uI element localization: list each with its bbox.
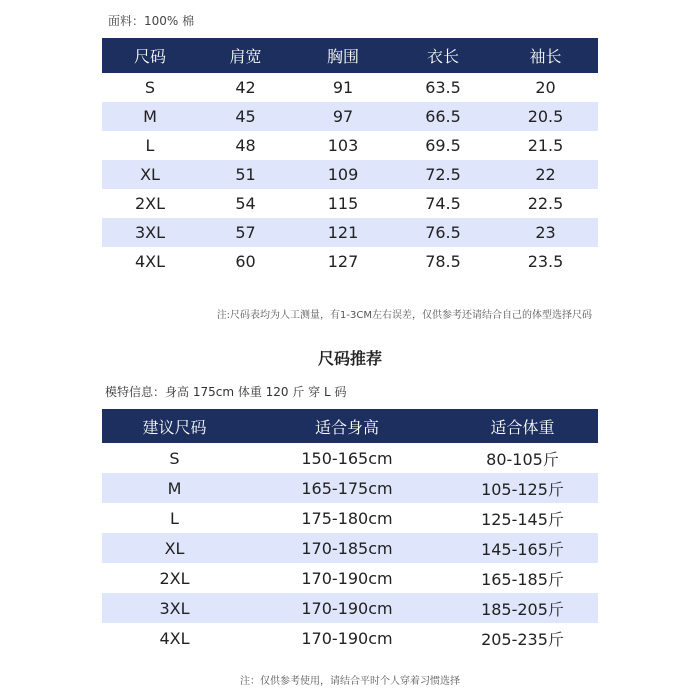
table-row	[102, 218, 598, 247]
measurement-note: 注:尺码表均为人工测量，有1-3CM左右误差，仅供参考还请结合自己的体型选择尺码	[216, 310, 592, 321]
header-length: 衣长	[393, 38, 493, 73]
header-shoulder: 肩宽	[198, 38, 293, 73]
table-row	[102, 533, 598, 563]
cell-shoulder: 51	[198, 160, 293, 189]
cell-sleeve: 22.5	[527, 194, 564, 213]
table-row	[102, 563, 598, 593]
cell-weight: 145-165斤	[447, 533, 598, 563]
cell-shoulder: 48	[235, 136, 256, 155]
cell-chest: 91	[332, 78, 354, 97]
cell-height: 150-165cm	[301, 448, 393, 468]
cell-sleeve: 22	[493, 160, 598, 189]
model-info: 模特信息：身高 175cm 体重 120 斤 穿 L 码	[105, 385, 347, 399]
cell-weight: 205-235斤	[481, 629, 564, 649]
cell-shoulder: 45	[198, 102, 293, 131]
cell-length: 66.5	[393, 102, 493, 131]
cell-size: L	[170, 508, 179, 528]
cell-shoulder: 57	[198, 218, 293, 247]
table-row	[102, 593, 598, 623]
table-row	[102, 131, 598, 160]
cell-size: S	[144, 78, 156, 97]
recommend-header-row	[102, 409, 598, 443]
cell-sleeve: 23	[493, 218, 598, 247]
cell-length: 72.5	[393, 160, 493, 189]
cell-size: 2XL	[159, 568, 190, 588]
header-sleeve: 袖长	[493, 38, 598, 73]
cell-height: 170-190cm	[247, 593, 447, 623]
cell-chest: 97	[293, 102, 393, 131]
table-row	[102, 160, 598, 189]
cell-shoulder: 42	[235, 78, 256, 97]
cell-size: 3XL	[102, 218, 198, 247]
cell-height: 170-185cm	[247, 533, 447, 563]
cell-sleeve: 20	[535, 78, 556, 97]
cell-size: 4XL	[159, 628, 190, 648]
header-weight: 适合体重	[447, 409, 598, 443]
cell-height: 170-190cm	[301, 628, 393, 648]
size-chart-header-row	[102, 38, 598, 73]
table-row	[102, 473, 598, 503]
cell-length: 69.5	[425, 136, 461, 155]
cell-length: 63.5	[425, 78, 461, 97]
fabric-label: 面料：100% 棉	[108, 14, 195, 28]
cell-weight: 125-145斤	[481, 509, 564, 529]
table-row	[102, 443, 598, 473]
cell-height: 175-180cm	[301, 508, 393, 528]
table-row	[102, 247, 598, 276]
cell-size: XL	[102, 533, 247, 563]
cell-chest: 121	[293, 218, 393, 247]
cell-size: S	[169, 448, 180, 468]
cell-weight: 105-125斤	[447, 473, 598, 503]
cell-size: M	[102, 102, 198, 131]
cell-size: XL	[102, 160, 198, 189]
table-row	[102, 73, 598, 102]
header-suggested-size: 建议尺码	[102, 409, 247, 443]
usage-note: 注：仅供参考使用，请结合平时个人穿着习惯选择	[240, 676, 460, 687]
table-row	[102, 623, 598, 653]
cell-length: 76.5	[393, 218, 493, 247]
cell-chest: 109	[293, 160, 393, 189]
header-size: 尺码	[102, 38, 198, 73]
size-recommend-table	[102, 409, 598, 653]
table-row	[102, 503, 598, 533]
cell-weight: 165-185斤	[481, 569, 564, 589]
cell-weight: 80-105斤	[486, 449, 559, 469]
cell-size: L	[145, 136, 155, 155]
header-chest: 胸围	[293, 38, 393, 73]
cell-sleeve: 20.5	[493, 102, 598, 131]
cell-size: 3XL	[102, 593, 247, 623]
cell-chest: 103	[327, 136, 359, 155]
cell-chest: 115	[327, 194, 359, 213]
table-row	[102, 189, 598, 218]
cell-shoulder: 60	[235, 252, 256, 271]
cell-sleeve: 23.5	[527, 252, 564, 271]
cell-size: 2XL	[134, 194, 166, 213]
cell-sleeve: 21.5	[527, 136, 564, 155]
cell-weight: 185-205斤	[447, 593, 598, 623]
cell-size: 4XL	[134, 252, 166, 271]
cell-size: M	[102, 473, 247, 503]
table-row	[102, 102, 598, 131]
header-height: 适合身高	[247, 409, 447, 443]
cell-shoulder: 54	[235, 194, 256, 213]
size-chart-table	[102, 38, 598, 276]
cell-chest: 127	[327, 252, 359, 271]
recommend-title: 尺码推荐	[317, 349, 382, 368]
cell-length: 78.5	[425, 252, 461, 271]
cell-length: 74.5	[425, 194, 461, 213]
cell-height: 170-190cm	[301, 568, 393, 588]
cell-height: 165-175cm	[247, 473, 447, 503]
